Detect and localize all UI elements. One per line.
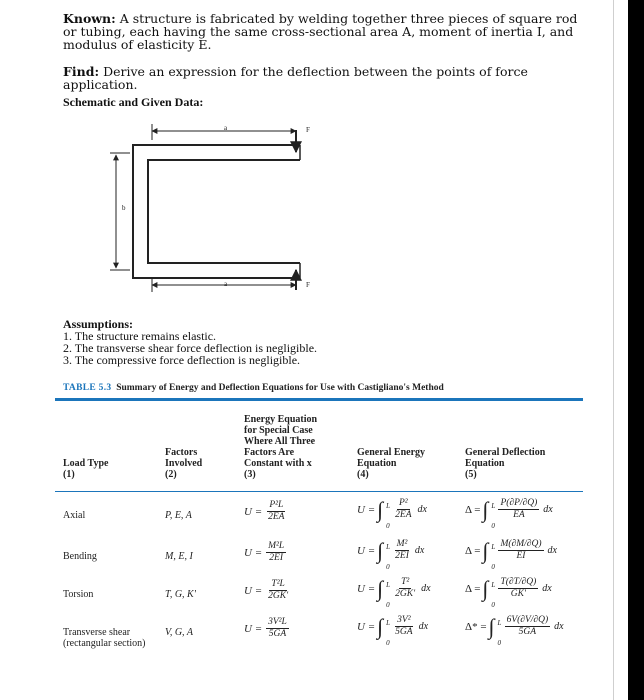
find-paragraph: [63, 65, 583, 91]
e3-den: 5GA: [268, 629, 287, 639]
row-axial-eq3: [244, 500, 288, 523]
e5-num: T(∂T/∂Q): [500, 577, 537, 587]
dx-label: dx: [547, 545, 557, 556]
row-bending-eq5: [465, 537, 557, 571]
header-factors-num: (2): [165, 469, 177, 480]
integral-icon: ∫ L 0: [377, 575, 391, 609]
e3-num: M²L: [268, 541, 285, 551]
row-shear-load-type: Transverse shear (rectangular section): [63, 627, 146, 649]
e4-num: P²: [399, 498, 408, 508]
e3-den: 2EA: [268, 512, 285, 522]
u-label: U =: [244, 584, 263, 597]
u-label: U =: [357, 503, 376, 516]
assumptions-block: [63, 318, 317, 366]
row-bending-load-type: Bending: [63, 551, 97, 562]
row-torsion-eq5: [465, 575, 552, 609]
e5-den: EI: [516, 551, 526, 561]
row-shear-factors: V, G, A: [165, 627, 193, 638]
table-top-rule: [55, 398, 583, 401]
row-torsion-eq3: [244, 579, 292, 602]
e4-den: 2EI: [395, 551, 409, 561]
delta-label: Δ =: [465, 503, 481, 516]
assumption-item: 3. The compressive force deflection is negligible.: [63, 353, 301, 367]
dx-label: dx: [414, 545, 425, 556]
header-energy-num: (3): [244, 469, 256, 480]
e4-num: 3V²: [397, 615, 411, 625]
e5-num: 6V(∂V/∂Q): [506, 615, 549, 625]
dx-label: dx: [543, 504, 553, 515]
u-label: U =: [357, 582, 376, 595]
page-edge-rule: [613, 0, 614, 700]
integral-icon: ∫ L 0: [377, 613, 391, 647]
known-label: Known:: [63, 11, 116, 26]
frame-inner: [148, 160, 300, 263]
header-general-deflection-num: (5): [465, 469, 477, 480]
row-shear-eq3: [244, 617, 291, 640]
header-load-type: Load Type: [63, 458, 109, 469]
row-axial-eq4: [357, 496, 427, 530]
label-b: b: [122, 204, 126, 212]
viewer-edge-band: [628, 0, 644, 700]
known-text: A structure is fabricated by welding together three pieces of square rod or tubing, each having the same cross-sectional area A, moment of inertia I, and modulus of elasticity E.: [63, 11, 578, 52]
row-torsion-load-type: Torsion: [63, 589, 94, 600]
row-axial-eq5: [465, 496, 553, 530]
integral-icon: ∫ L 0: [377, 496, 391, 530]
known-paragraph: [63, 12, 583, 51]
u-label: U =: [357, 620, 376, 633]
u-label: U =: [244, 546, 263, 559]
u-label: U =: [244, 505, 263, 518]
e5-num: M(∂M/∂Q): [500, 539, 542, 549]
assumptions-title: Assumptions:: [63, 317, 134, 331]
row-bending-eq3: [244, 541, 288, 564]
find-text: Derive an expression for the deflection between the points of force application.: [63, 64, 528, 92]
row-shear-eq5: [465, 613, 564, 647]
e3-num: T²L: [271, 579, 285, 589]
label-a-top: a: [224, 124, 228, 132]
row-torsion-eq4: [357, 575, 431, 609]
row-bending-factors: M, E, I: [165, 551, 193, 562]
assumption-item: 2. The transverse shear force deflection is negligible.: [63, 341, 318, 355]
schematic-title: Schematic and Given Data:: [63, 95, 204, 109]
assumption-item: 1. The structure remains elastic.: [63, 329, 217, 343]
e4-den: 2EA: [395, 510, 412, 520]
integral-icon: ∫ L 0: [482, 496, 496, 530]
row-bending-eq4: [357, 537, 425, 571]
dx-label: dx: [421, 583, 431, 594]
delta-label: Δ =: [465, 582, 481, 595]
header-general-energy: General Energy Equation: [357, 447, 426, 469]
integral-icon: ∫ L 0: [482, 575, 496, 609]
header-factors: Factors Involved: [165, 447, 203, 469]
header-general-energy-num: (4): [357, 469, 369, 480]
label-F-bottom: F: [306, 281, 310, 289]
row-shear-eq4: [357, 613, 429, 647]
u-label: U =: [357, 544, 376, 557]
header-energy: Energy Equation for Special Case Where All Three Factors Are Constant with x: [244, 414, 318, 469]
dx-label: dx: [554, 621, 564, 632]
dx-label: dx: [417, 504, 427, 515]
table-header-rule: [55, 491, 583, 492]
label-F-top: F: [306, 126, 310, 134]
e5-den: 5GA: [518, 627, 537, 637]
e5-den: EA: [513, 510, 525, 520]
table-caption: [63, 383, 444, 393]
row-axial-load-type: Axial: [63, 510, 86, 521]
label-a-bottom: a: [224, 280, 228, 288]
header-general-deflection: General Deflection Equation: [465, 447, 546, 469]
integral-icon: ∫ L 0: [488, 613, 502, 647]
dx-label: dx: [418, 621, 429, 632]
e5-num: P(∂P/∂Q): [500, 498, 538, 508]
header-load-num: (1): [63, 469, 75, 480]
e3-den: 2EI: [269, 553, 283, 563]
row-axial-factors: P, E, A: [165, 510, 192, 521]
table-caption-tag: TABLE 5.3: [63, 383, 112, 393]
e3-num: 3V²L: [268, 617, 287, 627]
e3-den: 2GK': [268, 591, 289, 601]
dx-label: dx: [542, 583, 552, 594]
e5-den: GK': [510, 589, 526, 599]
table-caption-text: Summary of Energy and Deflection Equations for Use with Castigliano's Method: [116, 383, 444, 393]
integral-icon: ∫ L 0: [377, 537, 391, 571]
find-label: Find:: [63, 64, 100, 79]
e4-num: M²: [396, 539, 408, 549]
frame-outer: [133, 145, 300, 278]
delta-label: Δ* =: [465, 620, 487, 633]
integral-icon: ∫ L 0: [482, 537, 496, 571]
e4-den: 2GK': [395, 589, 416, 599]
e3-num: P²L: [269, 500, 284, 510]
e4-den: 5GA: [395, 627, 413, 637]
row-torsion-factors: T, G, K': [165, 589, 196, 600]
delta-label: Δ =: [465, 544, 481, 557]
u-label: U =: [244, 622, 263, 635]
e4-num: T²: [401, 577, 410, 587]
